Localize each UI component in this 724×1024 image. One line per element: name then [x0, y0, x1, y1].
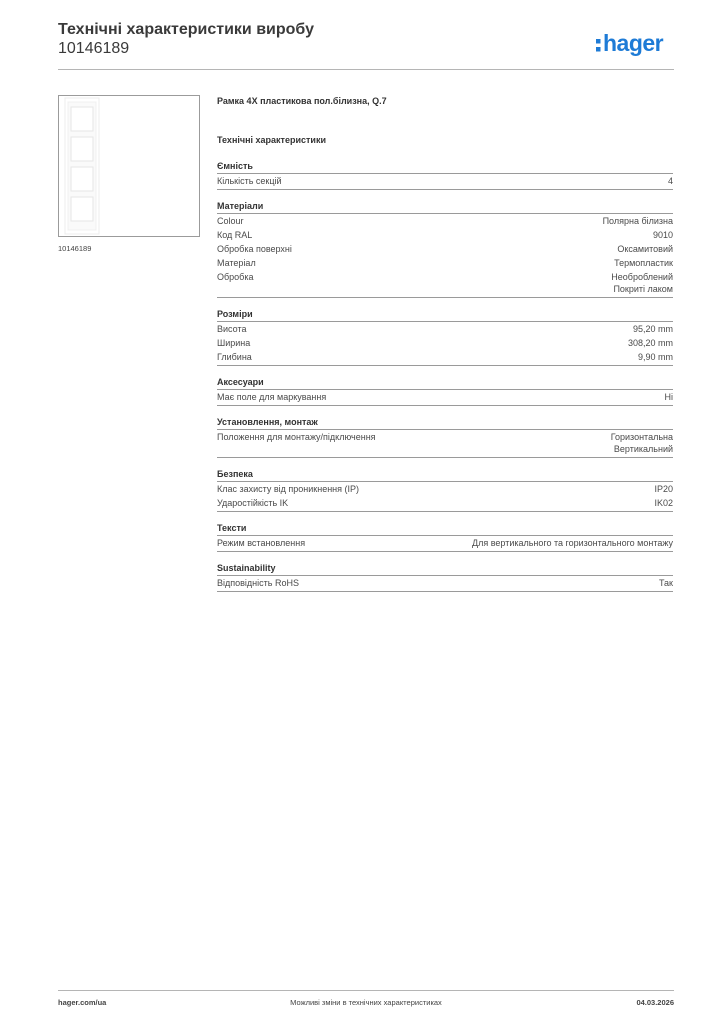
footer-date: 04.03.2026: [636, 998, 674, 1007]
spec-label: Код RAL: [217, 230, 253, 240]
spec-row: [217, 214, 673, 228]
spec-value: 4: [667, 176, 673, 186]
spec-group-title: Sustainability: [217, 562, 673, 576]
spec-label: Кількість секцій: [217, 176, 282, 186]
spec-value: Термопластик: [614, 258, 673, 268]
spec-heading: Технічні характеристики: [217, 135, 326, 145]
spec-section: [217, 95, 673, 602]
product-image: [58, 95, 200, 237]
spec-group: [217, 376, 673, 406]
spec-label: Клас захисту від проникнення (IP): [217, 484, 360, 494]
spec-label: Висота: [217, 324, 247, 334]
spec-row: [217, 482, 673, 496]
spec-row: [217, 576, 673, 592]
spec-row: [217, 390, 673, 406]
spec-group-title: Установлення, монтаж: [217, 416, 673, 430]
spec-group-title: Тексти: [217, 522, 673, 536]
spec-row: [217, 536, 673, 552]
spec-value: 308,20 mm: [627, 338, 673, 348]
spec-label: Режим встановлення: [217, 538, 306, 548]
spec-label: Матеріал: [217, 258, 256, 268]
spec-value: IK02: [654, 498, 673, 508]
spec-row: [217, 322, 673, 336]
document-title: Технічні характеристики виробу: [58, 21, 314, 38]
footer-divider: [58, 990, 674, 991]
spec-label: Colour: [217, 216, 244, 226]
hager-logo: [594, 28, 674, 58]
spec-row: [217, 242, 673, 256]
spec-group-title: Матеріали: [217, 200, 673, 214]
spec-group: [217, 160, 673, 190]
spec-group: [217, 200, 673, 298]
footer-note: Можливі зміни в технічних характеристиках: [290, 998, 442, 1007]
svg-text:hager: hager: [603, 30, 664, 56]
spec-label: Відповідність RoHS: [217, 578, 299, 588]
spec-value: Так: [658, 578, 673, 588]
spec-value: Горизонтальна Вертикальний: [610, 432, 673, 454]
spec-group: [217, 522, 673, 552]
spec-row: [217, 270, 673, 298]
spec-group: [217, 308, 673, 366]
spec-group: [217, 562, 673, 592]
product-title: Рамка 4X пластикова пол.білизна, Q.7: [217, 96, 387, 106]
spec-label: Ширина: [217, 338, 251, 348]
spec-label: Ударостійкість IK: [217, 498, 289, 508]
spec-label: Глибина: [217, 352, 252, 362]
spec-group: [217, 468, 673, 512]
spec-value: 95,20 mm: [632, 324, 673, 334]
spec-row: [217, 174, 673, 190]
image-caption: 10146189: [58, 244, 92, 253]
spec-value: Оксамитовий: [617, 244, 673, 254]
spec-label: Положення для монтажу/підключення: [217, 432, 376, 442]
spec-row: [217, 496, 673, 512]
spec-row: [217, 350, 673, 366]
spec-row: [217, 336, 673, 350]
header-divider: [58, 69, 674, 70]
spec-row: [217, 430, 673, 458]
spec-label: Обробка: [217, 272, 254, 282]
spec-value: Для вертикального та горизонтального монтажу: [471, 538, 673, 548]
frame-illustration: [59, 96, 199, 236]
spec-value: 9010: [652, 230, 673, 240]
spec-value: Необроблений Покриті лаком: [611, 272, 673, 294]
spec-value: IP20: [654, 484, 673, 494]
document-number: 10146189: [58, 40, 130, 57]
spec-groups: [217, 160, 673, 592]
spec-value: 9,90 mm: [637, 352, 673, 362]
spec-row: [217, 256, 673, 270]
spec-group-title: Аксесуари: [217, 376, 673, 390]
spec-group-title: Ємність: [217, 160, 673, 174]
page-header: [58, 20, 314, 58]
spec-group: [217, 416, 673, 458]
spec-label: Має поле для маркування: [217, 392, 327, 402]
spec-group-title: Безпека: [217, 468, 673, 482]
spec-value: Ні: [664, 392, 673, 402]
spec-value: Полярна білизна: [602, 216, 673, 226]
spec-label: Обробка поверхні: [217, 244, 292, 254]
spec-group-title: Розміри: [217, 308, 673, 322]
spec-row: [217, 228, 673, 242]
footer-website: hager.com/ua: [58, 998, 107, 1007]
